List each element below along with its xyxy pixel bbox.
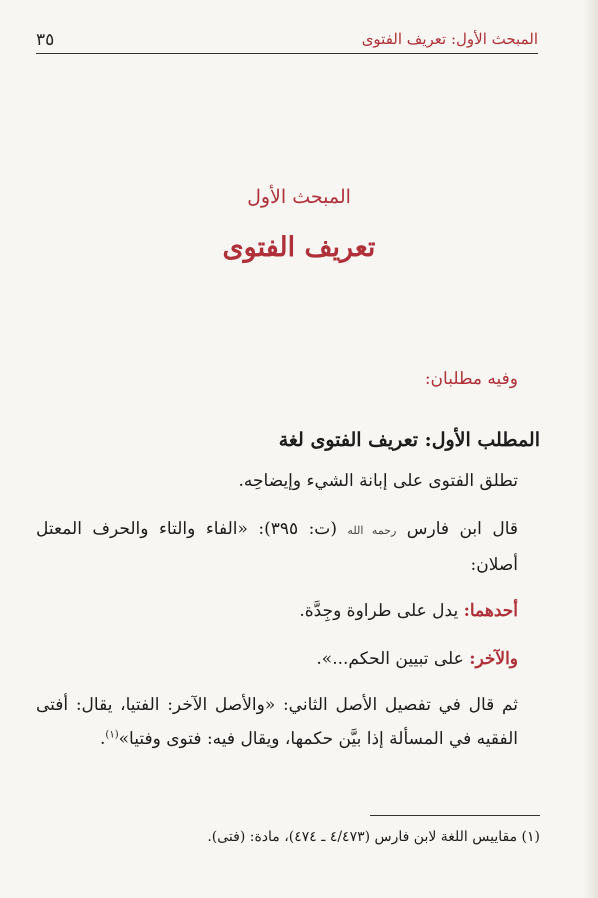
paragraph-second-root bbox=[36, 642, 540, 676]
paragraph-text: . bbox=[100, 729, 106, 749]
honorific-glyph: رحمه الله bbox=[347, 524, 397, 537]
paragraph-text: على تبيين الحكم...». bbox=[316, 649, 470, 669]
term-label: أحدهما: bbox=[463, 601, 518, 621]
section-heading: المطلب الأول: تعريف الفتوى لغة bbox=[278, 429, 540, 451]
footnote-reference[interactable]: (١) bbox=[105, 729, 119, 741]
chapter-label: المبحث الأول bbox=[247, 186, 351, 208]
header-divider bbox=[36, 53, 538, 54]
paragraph-ibn-faris bbox=[36, 512, 540, 582]
paragraph-detail bbox=[36, 688, 540, 756]
term-label: والآخر: bbox=[469, 649, 518, 669]
footnote-divider bbox=[370, 815, 540, 816]
paragraph-text: قال ابن فارس bbox=[406, 519, 519, 539]
running-title: المبحث الأول: تعريف الفتوى bbox=[361, 30, 538, 48]
chapter-title: تعريف الفتوى bbox=[222, 232, 376, 263]
paragraph-definition: تطلق الفتوى على إبانة الشيء وإيضاحِه. bbox=[238, 471, 518, 491]
page-edge-shadow bbox=[584, 0, 598, 898]
page-number: ٣٥ bbox=[36, 30, 55, 50]
paragraph-text: (ت: ٣٩٥): «الفاء والتاء والحرف المعتل أصلان: bbox=[36, 519, 518, 575]
paragraph-first-root bbox=[36, 594, 540, 628]
paragraph-text: يدل على طراوة وجِدَّة. bbox=[299, 601, 464, 621]
intro-text: وفيه مطلبان: bbox=[424, 369, 518, 389]
page-header bbox=[36, 26, 538, 56]
footnote: (١) مقاييس اللغة لابن فارس (٤/٤٧٣ ـ ٤٧٤)، مادة: (فتى). bbox=[207, 829, 540, 845]
paragraph-text: ثم قال في تفصيل الأصل الثاني: «والأصل الآخر: الفتيا، يقال: أفتى الفقيه في المسألة إذا بيَّن حكمها، ويقال فيه: فتوى وفتيا» bbox=[36, 695, 518, 749]
